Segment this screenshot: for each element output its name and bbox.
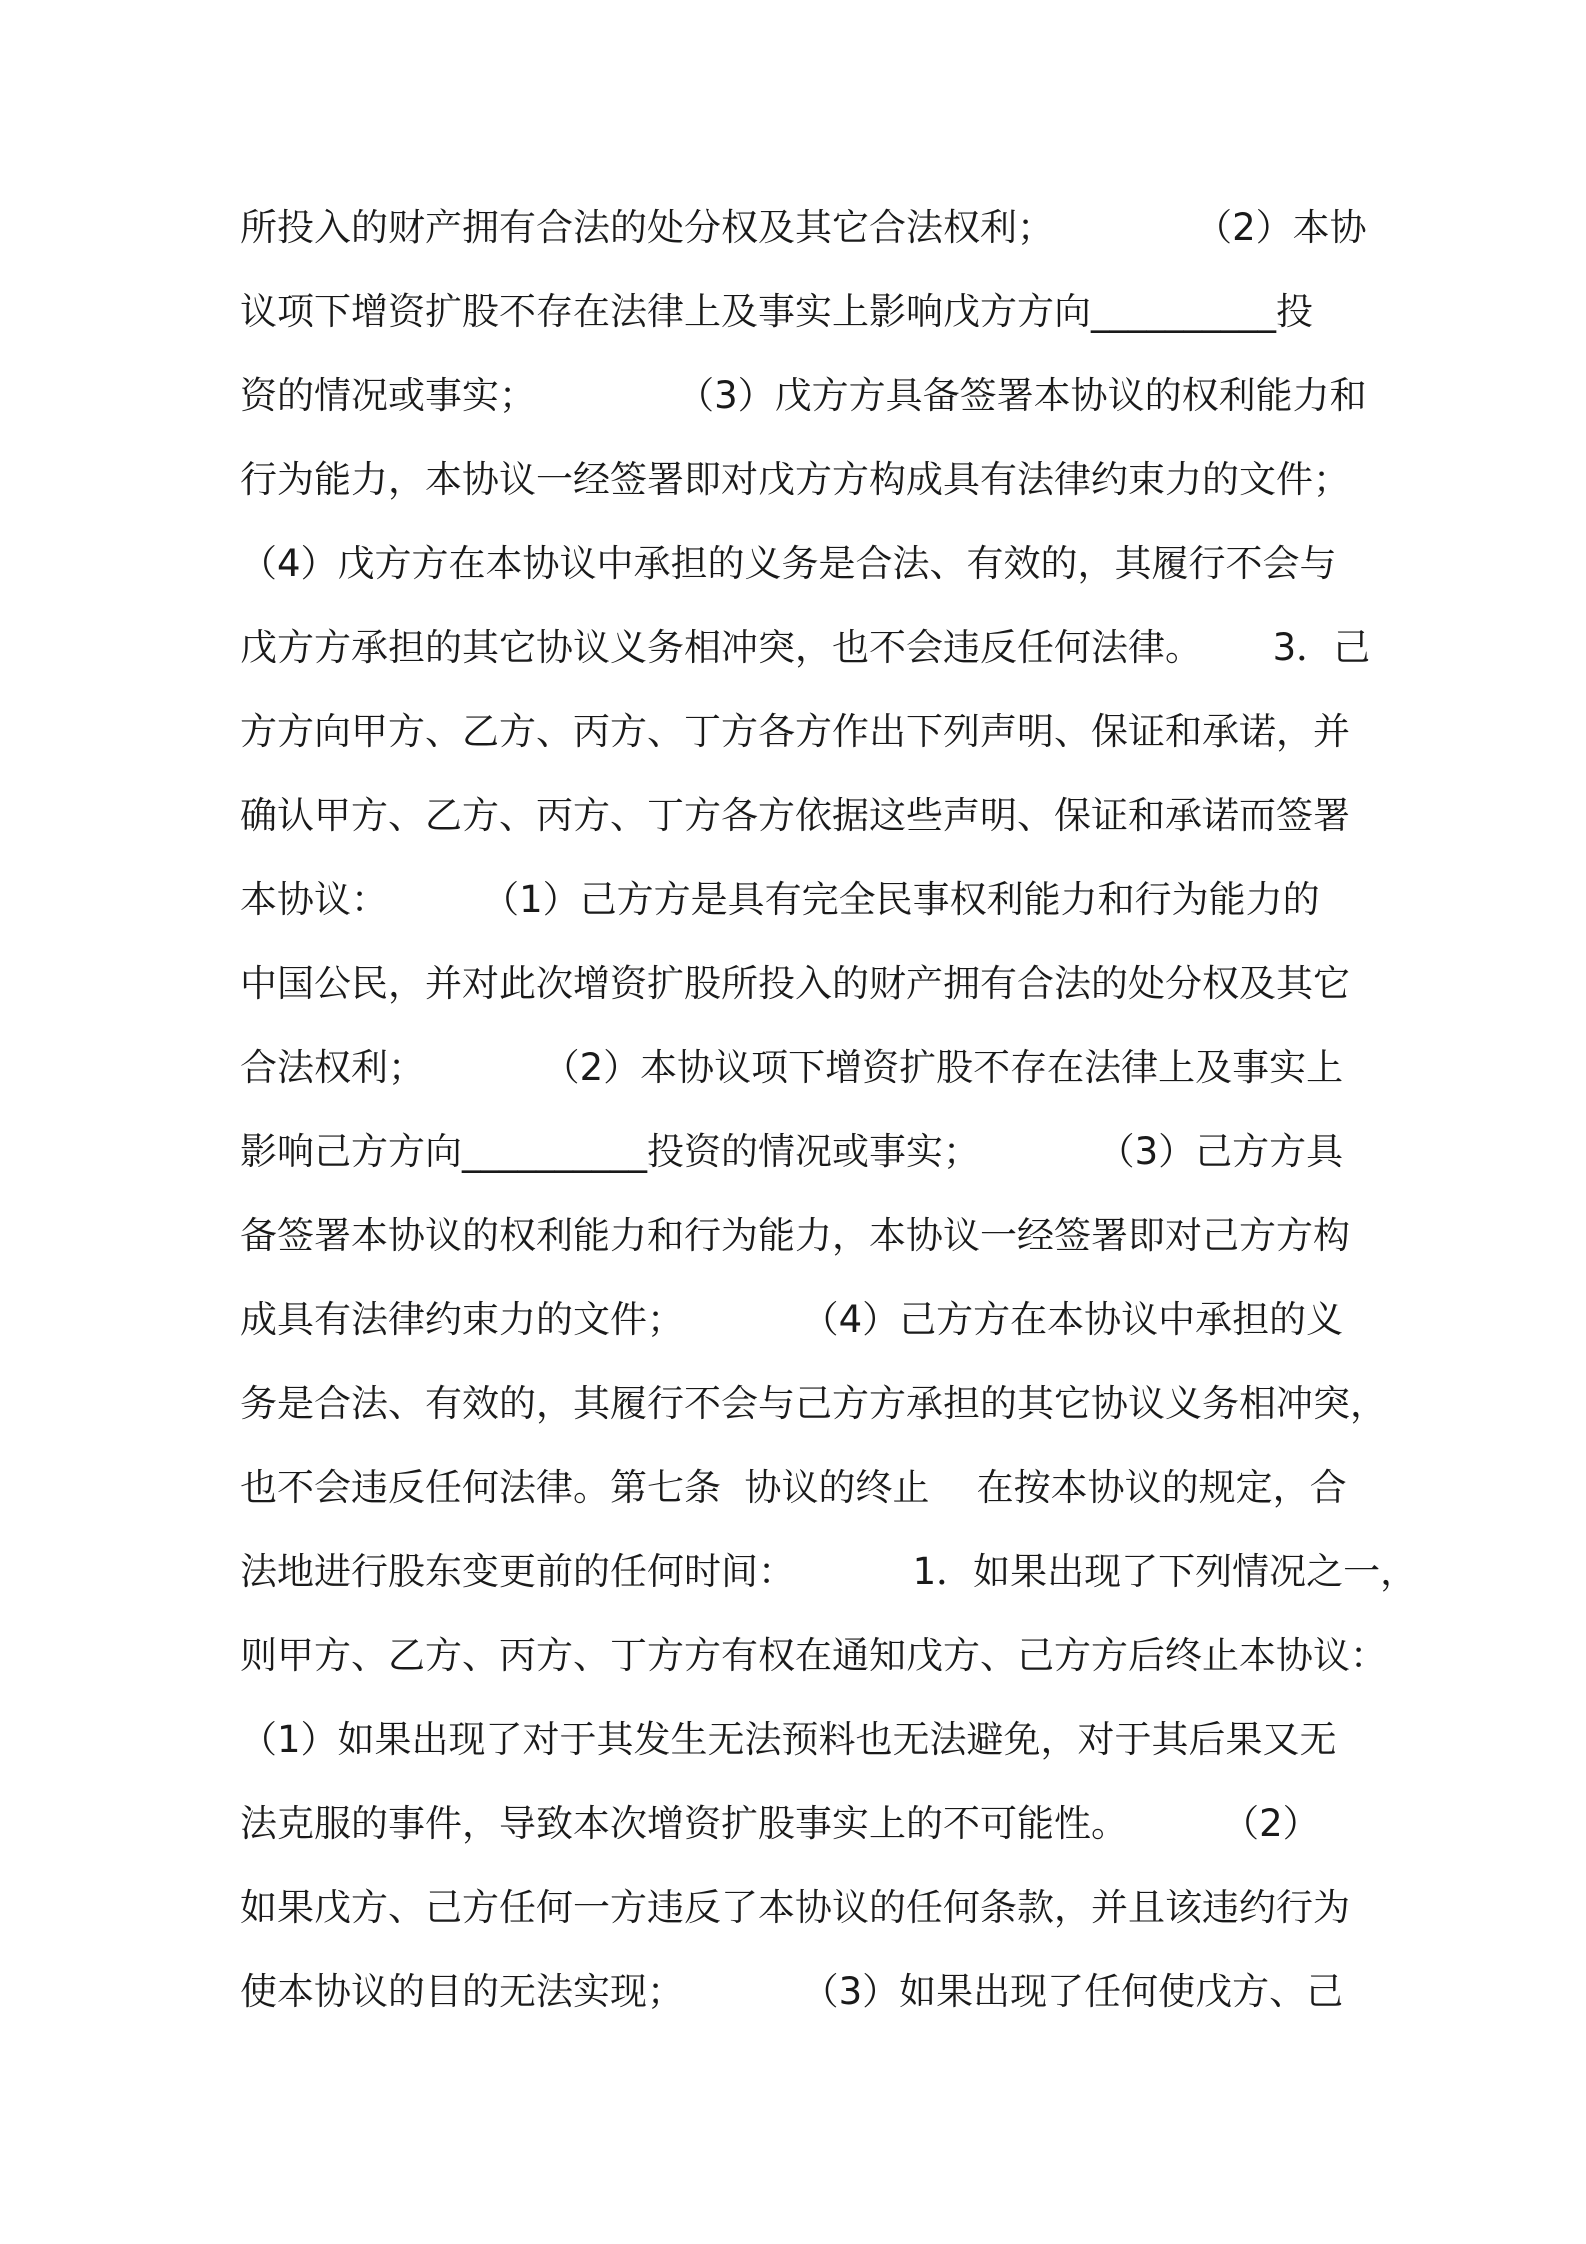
text-line: 中国公民，并对此次增资扩股所投入的财产拥有合法的处分权及其它 bbox=[240, 962, 1350, 1005]
text-line: 如果戊方、己方任何一方违反了本协议的任何条款，并且该违约行为 bbox=[240, 1886, 1350, 1929]
text-line: 影响己方方向__________投资的情况或事实； （3）己方方具 bbox=[240, 1130, 1344, 1173]
text-line: 成具有法律约束力的文件； （4）己方方在本协议中承担的义 bbox=[240, 1298, 1344, 1341]
text-line: 也不会违反任何法律。第七条 协议的终止 在按本协议的规定，合 bbox=[240, 1466, 1347, 1509]
text-line: 合法权利； （2）本协议项下增资扩股不存在法律上及事实上 bbox=[240, 1046, 1344, 1089]
text-line: 法地进行股东变更前的任何时间： 1．如果出现了下列情况之一， bbox=[240, 1550, 1418, 1593]
text-line: （1）如果出现了对于其发生无法预料也无法避免，对于其后果又无 bbox=[240, 1718, 1337, 1761]
text-line: （4）戊方方在本协议中承担的义务是合法、有效的，其履行不会与 bbox=[240, 542, 1337, 585]
text-line: 确认甲方、乙方、丙方、丁方各方依据这些声明、保证和承诺而签署 bbox=[240, 794, 1350, 837]
text-line: 备签署本协议的权利能力和行为能力，本协议一经签署即对己方方构 bbox=[240, 1214, 1350, 1257]
text-line: 议项下增资扩股不存在法律上及事实上影响戊方方向__________投 bbox=[240, 290, 1313, 333]
text-line: 戊方方承担的其它协议义务相冲突，也不会违反任何法律。 3．己 bbox=[240, 626, 1371, 669]
text-line: 方方向甲方、乙方、丙方、丁方各方作出下列声明、保证和承诺，并 bbox=[240, 710, 1350, 753]
document-body bbox=[240, 186, 1418, 2034]
text-line: 行为能力，本协议一经签署即对戊方方构成具有法律约束力的文件； bbox=[240, 458, 1350, 501]
text-line: 法克服的事件，导致本次增资扩股事实上的不可能性。 （2） bbox=[240, 1802, 1320, 1845]
text-line: 所投入的财产拥有合法的处分权及其它合法权利； （2）本协 bbox=[240, 206, 1367, 249]
text-line: 务是合法、有效的，其履行不会与己方方承担的其它协议义务相冲突， bbox=[240, 1382, 1387, 1425]
text-line: 则甲方、乙方、丙方、丁方方有权在通知戊方、己方方后终止本协议： bbox=[240, 1634, 1387, 1677]
text-line: 使本协议的目的无法实现； （3）如果出现了任何使戊方、己 bbox=[240, 1970, 1344, 2013]
text-line: 资的情况或事实； （3）戊方方具备签署本协议的权利能力和 bbox=[240, 374, 1367, 417]
text-line: 本协议： （1）己方方是具有完全民事权利能力和行为能力的 bbox=[240, 878, 1320, 921]
